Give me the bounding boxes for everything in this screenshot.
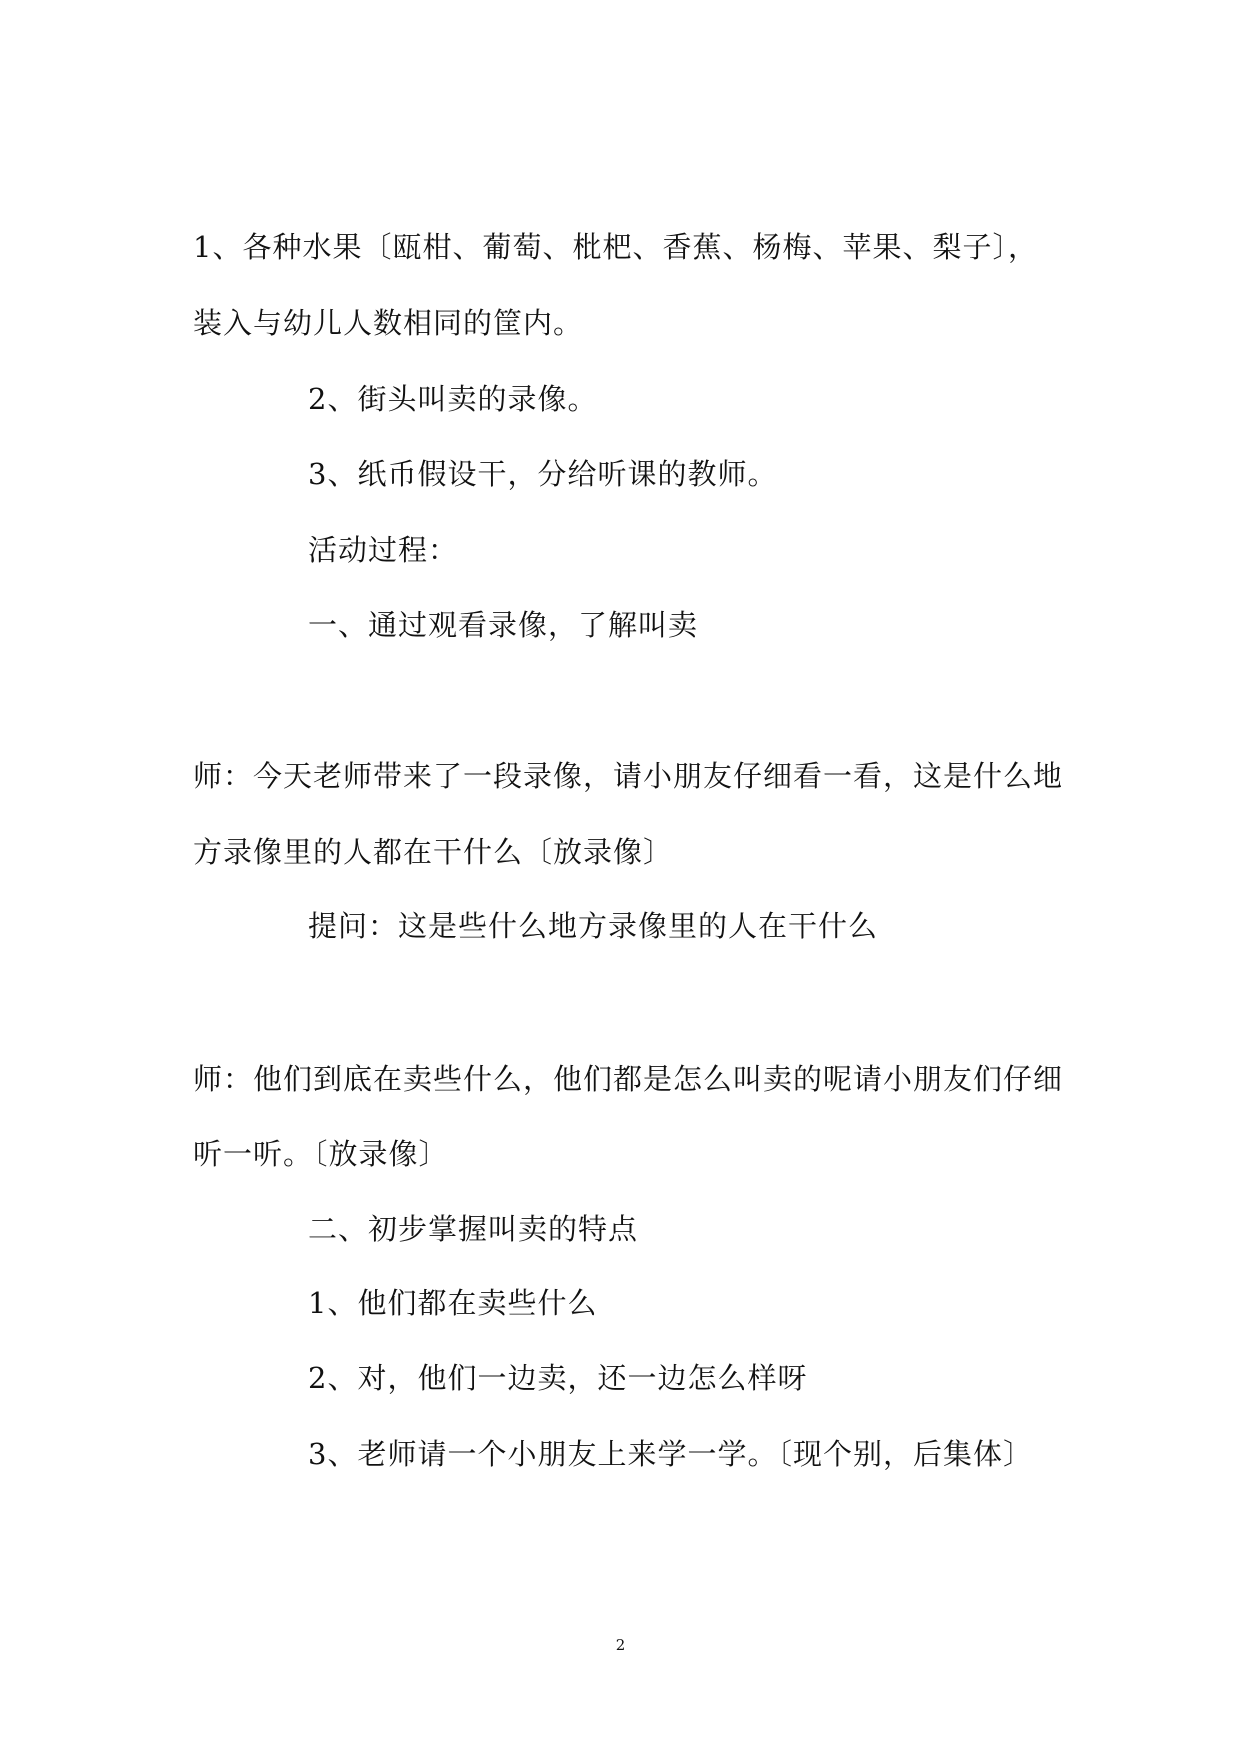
question-line: 提问：这是些什么地方录像里的人在干什么 <box>308 909 879 943</box>
section-heading-process: 活动过程： <box>308 533 459 567</box>
step-heading-1: 一、通过观看录像，了解叫卖 <box>308 608 699 642</box>
step-2-item-2: 2、对，他们一边卖，还一边怎么样呀 <box>308 1361 808 1395</box>
page-number: 2 <box>615 1636 626 1654</box>
step-2-item-3: 3、老师请一个小朋友上来学一学。〔现个别，后集体〕 <box>308 1437 1033 1471</box>
material-item-1: 1、各种水果〔瓯柑、葡萄、枇杷、香蕉、杨梅、苹果、梨子〕， <box>193 230 1038 264</box>
material-item-1-continued: 装入与幼儿人数相同的筐内。 <box>193 306 584 340</box>
teacher-line-2: 师：他们到底在卖些什么，他们都是怎么叫卖的呢请小朋友们仔细 <box>193 1062 1064 1096</box>
teacher-line-2-continued: 听一听。〔放录像〕 <box>193 1137 449 1171</box>
step-2-item-1: 1、他们都在卖些什么 <box>308 1286 598 1320</box>
teacher-line-1-continued: 方录像里的人都在干什么〔放录像〕 <box>193 835 674 869</box>
material-item-3: 3、纸币假设干，分给听课的教师。 <box>308 457 778 491</box>
step-heading-2: 二、初步掌握叫卖的特点 <box>308 1212 639 1246</box>
material-item-2: 2、街头叫卖的录像。 <box>308 382 598 416</box>
teacher-line-1: 师：今天老师带来了一段录像，请小朋友仔细看一看，这是什么地 <box>193 759 1064 793</box>
